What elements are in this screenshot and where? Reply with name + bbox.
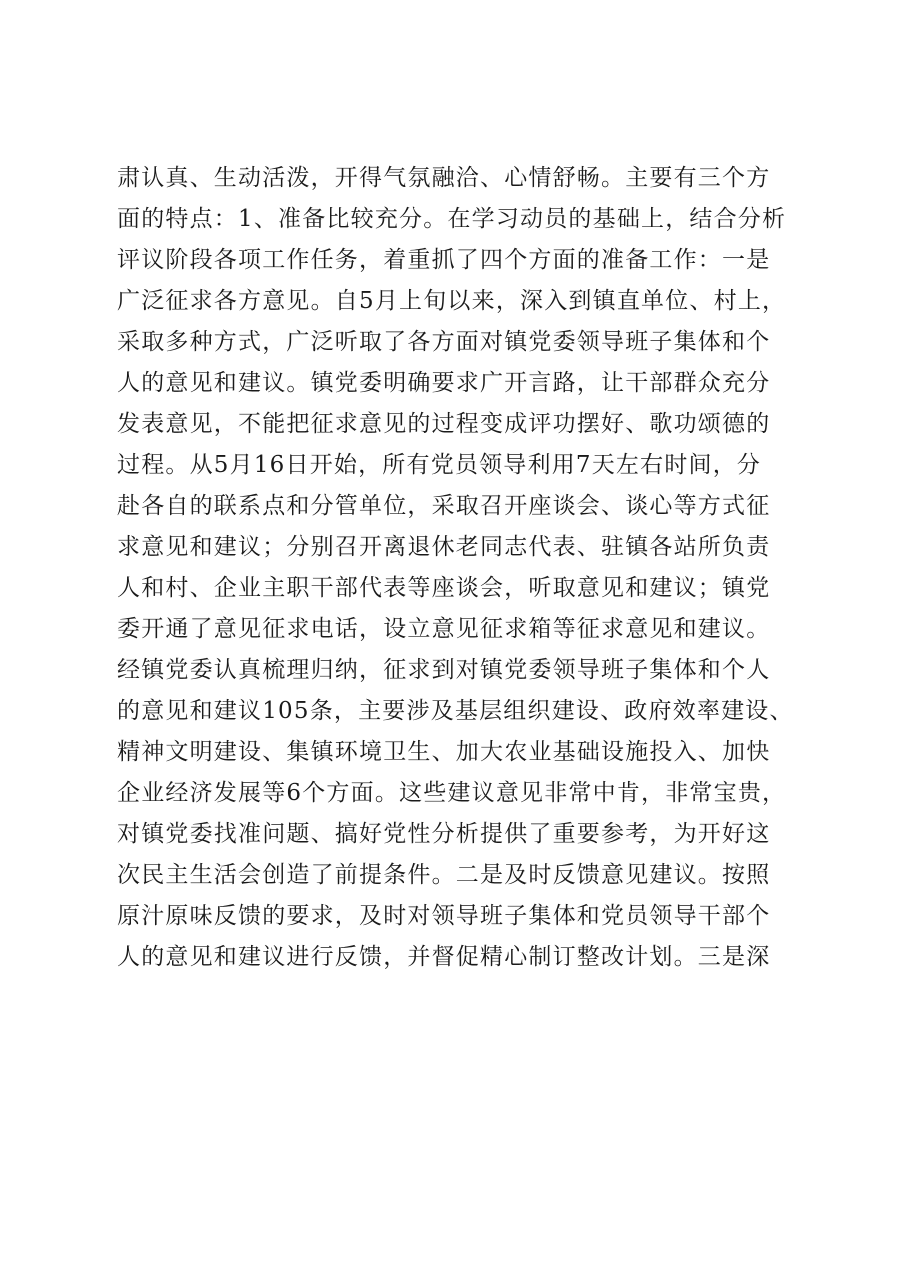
- text-line: 过程。从5月16日开始，所有党员领导利用7天左右时间，分: [117, 452, 762, 478]
- text-line: 求意见和建议；分别召开离退休老同志代表、驻镇各站所负责: [117, 534, 771, 560]
- text-line: 人和村、企业主职干部代表等座谈会，听取意见和建议；镇党: [117, 575, 771, 601]
- text-line: 精神文明建设、集镇环境卫生、加大农业基础设施投入、加快: [117, 739, 771, 765]
- text-line: 广泛征求各方意见。自5月上旬以来，深入到镇直单位、村上，: [117, 288, 787, 314]
- text-line: 的意见和建议105条，主要涉及基层组织建设、政府效率建设、: [117, 698, 794, 724]
- text-line: 经镇党委认真梳理归纳，征求到对镇党委领导班子集体和个人: [117, 657, 771, 683]
- text-line: 企业经济发展等6个方面。这些建议意见非常中肯，非常宝贵，: [117, 780, 787, 806]
- text-line: 人的意见和建议。镇党委明确要求广开言路，让干部群众充分: [117, 370, 771, 396]
- text-line: 肃认真、生动活泼，开得气氛融洽、心情舒畅。主要有三个方: [117, 165, 771, 191]
- text-line: 委开通了意见征求电话，设立意见征求箱等征求意见和建议。: [117, 616, 771, 642]
- text-line: 对镇党委找准问题、搞好党性分析提供了重要参考，为开好这: [117, 821, 771, 847]
- text-line: 发表意见，不能把征求意见的过程变成评功摆好、歌功颂德的: [117, 411, 771, 437]
- text-line: 原汁原味反馈的要求，及时对领导班子集体和党员领导干部个: [117, 903, 771, 929]
- text-line: 面的特点：1、准备比较充分。在学习动员的基础上，结合分析: [117, 206, 787, 232]
- text-line: 次民主生活会创造了前提条件。二是及时反馈意见建议。按照: [117, 862, 771, 888]
- text-line: 人的意见和建议进行反馈，并督促精心制订整改计划。三是深: [117, 944, 771, 970]
- text-line: 评议阶段各项工作任务，着重抓了四个方面的准备工作：一是: [117, 247, 771, 273]
- text-line: 采取多种方式，广泛听取了各方面对镇党委领导班子集体和个: [117, 329, 771, 355]
- body-paragraph: [117, 158, 807, 978]
- text-line: 赴各自的联系点和分管单位，采取召开座谈会、谈心等方式征: [117, 493, 771, 519]
